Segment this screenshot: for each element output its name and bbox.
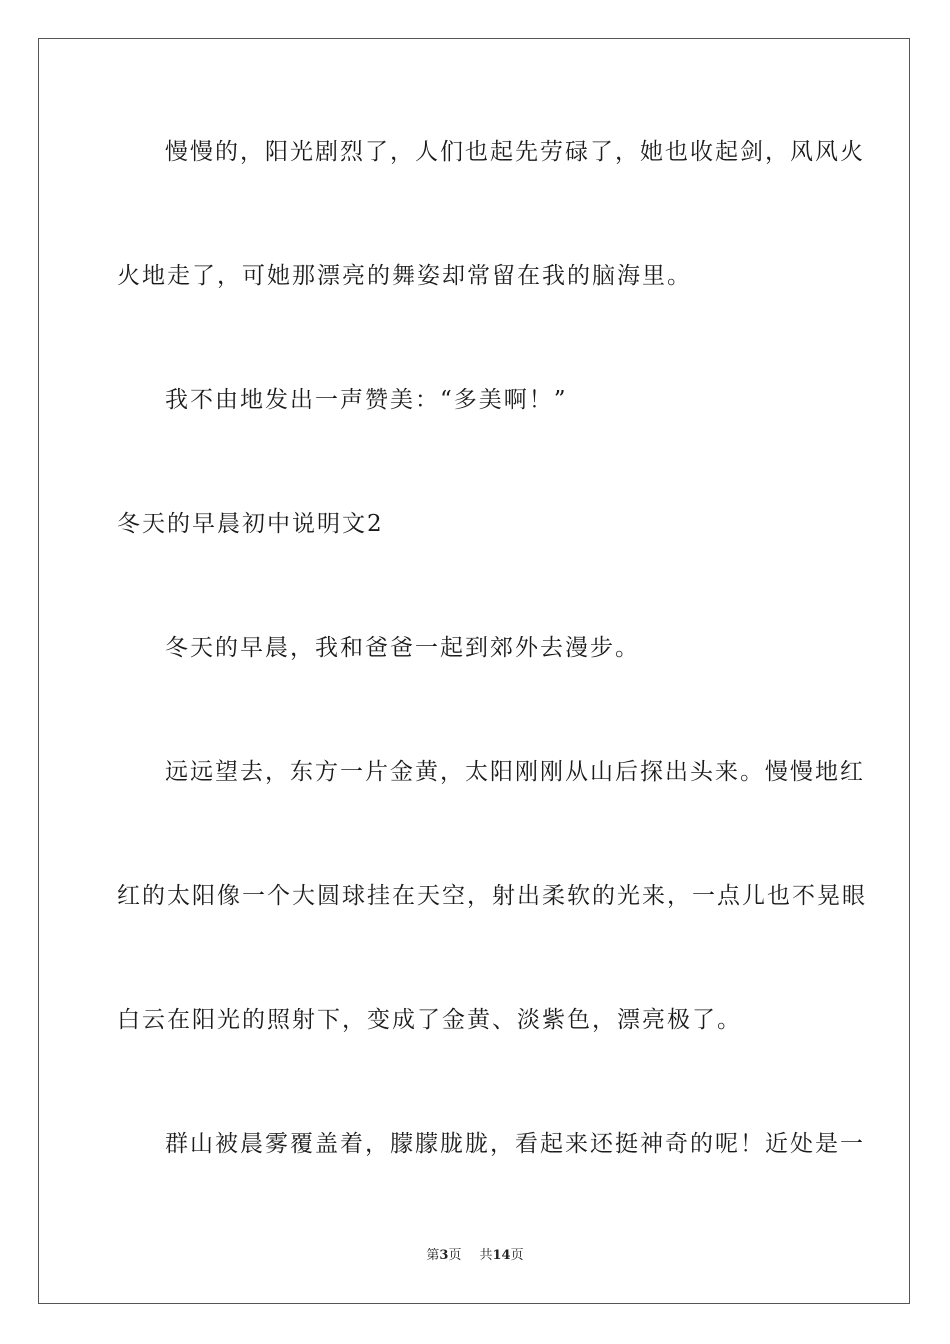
footer-page-unit: 页 (448, 1248, 462, 1263)
paragraph-line: 白云在阳光的照射下，变成了金黄、淡紫色，漂亮极了。 (117, 1007, 742, 1033)
page-footer (0, 1247, 950, 1265)
footer-total-unit: 页 (510, 1248, 524, 1263)
paragraph-line: 红的太阳像一个大圆球挂在天空，射出柔软的光来，一点儿也不晃眼 (117, 883, 867, 909)
footer-page-current: 3 (439, 1248, 449, 1263)
paragraph-line: 慢慢的，阳光剧烈了，人们也起先劳碌了，她也收起剑，风风火 (165, 139, 865, 165)
footer-page-total: 14 (492, 1248, 511, 1263)
section-heading: 冬天的早晨初中说明文2 (117, 511, 384, 537)
paragraph-line: 冬天的早晨，我和爸爸一起到郊外去漫步。 (165, 635, 640, 661)
paragraph-line: 群山被晨雾覆盖着，朦朦胧胧，看起来还挺神奇的呢！近处是一 (165, 1131, 865, 1157)
paragraph-line: 火地走了，可她那漂亮的舞姿却常留在我的脑海里。 (117, 263, 692, 289)
paragraph-line: 远远望去，东方一片金黄，太阳刚刚从山后探出头来。慢慢地红 (165, 759, 865, 785)
page-border (38, 38, 910, 1304)
footer-page-prefix: 第 (426, 1248, 440, 1263)
footer-total-prefix: 共 (479, 1248, 493, 1263)
paragraph-line: 我不由地发出一声赞美：“多美啊！” (165, 387, 568, 413)
